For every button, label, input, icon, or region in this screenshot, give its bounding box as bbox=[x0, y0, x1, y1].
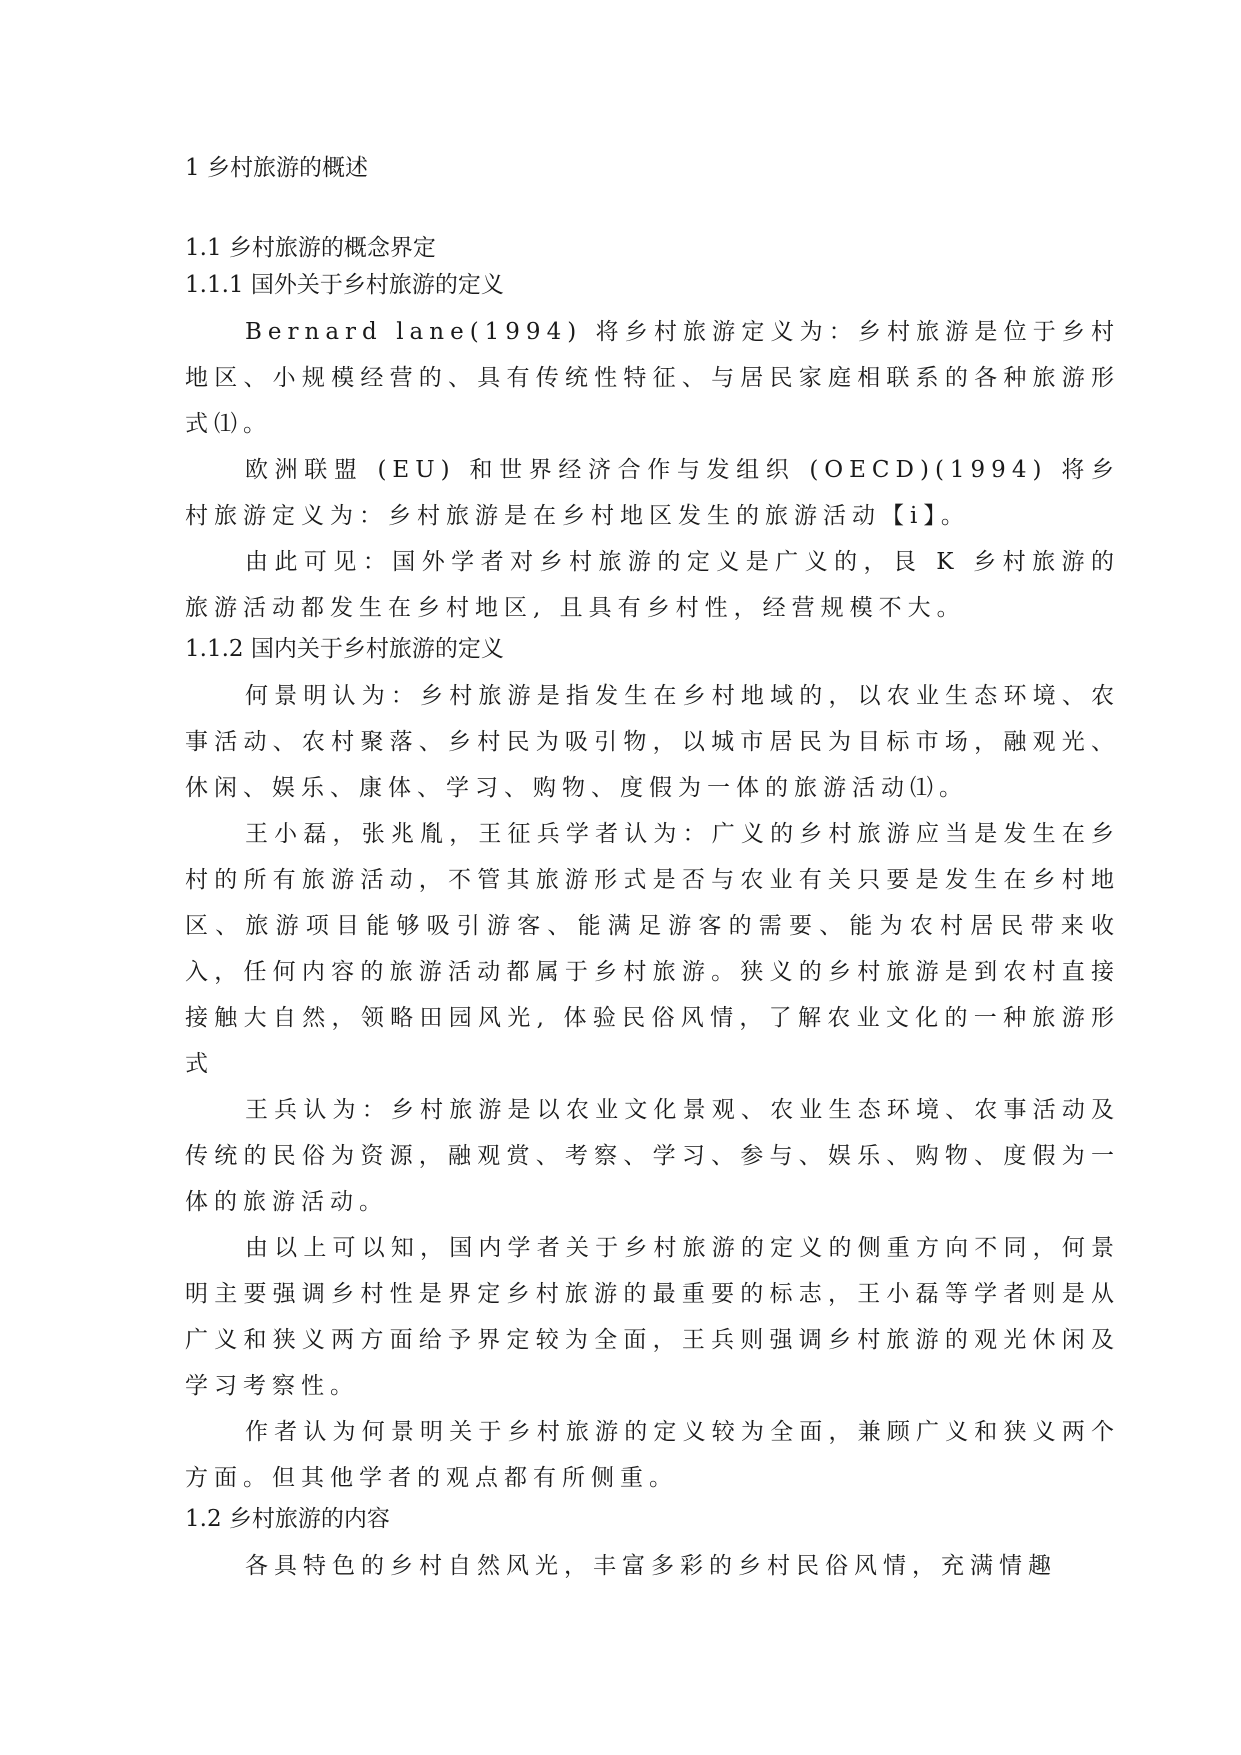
subsection-heading-1-1-1: 1.1.1 国外关于乡村旅游的定义 bbox=[185, 272, 504, 298]
paragraph-wang-bing: 王兵认为：乡村旅游是以农业文化景观、农业生态环境、农事活动及传统的民俗为资源，融观赏、考察、学习、参与、娱乐、购物、度假为一体的旅游活动。 bbox=[185, 1097, 1120, 1215]
paragraph-lane-definition: Bernard lane(1994) 将乡村旅游定义为：乡村旅游是位于乡村地区、小规模经营的、具有传统性特征、与居民家庭相联系的各种旅游形式⑴。 bbox=[185, 319, 1120, 437]
paragraph-foreign-summary: 由此可见：国外学者对乡村旅游的定义是广义的，艮 K 乡村旅游的旅游活动都发生在乡村地区, 且具有乡村性，经营规模不大。 bbox=[185, 549, 1120, 621]
subsection-heading-1-1-2: 1.1.2 国内关于乡村旅游的定义 bbox=[185, 636, 504, 662]
paragraph-author-view: 作者认为何景明关于乡村旅游的定义较为全面，兼顾广义和狭义两个方面。但其他学者的观点都有所侧重。 bbox=[185, 1419, 1120, 1491]
document-page bbox=[185, 150, 1120, 1589]
paragraph-content-intro: 各具特色的乡村自然风光，丰富多彩的乡村民俗风情，充满情趣 bbox=[245, 1553, 1057, 1579]
section-heading-1-1: 1.1 乡村旅游的概念界定 bbox=[185, 235, 436, 261]
paragraph-he-jingming: 何景明认为：乡村旅游是指发生在乡村地域的，以农业生态环境、农事活动、农村聚落、乡村民为吸引物，以城市居民为目标市场，融观光、休闲、娱乐、康体、学习、购物、度假为一体的旅游活动⑴。 bbox=[185, 683, 1120, 801]
paragraph-eu-oecd-definition: 欧洲联盟 (EU) 和世界经济合作与发组织 (OECD)(1994) 将乡村旅游定义为：乡村旅游是在乡村地区发生的旅游活动【i】。 bbox=[185, 457, 1120, 529]
paragraph-domestic-summary: 由以上可以知，国内学者关于乡村旅游的定义的侧重方向不同，何景明主要强调乡村性是界定乡村旅游的最重要的标志，王小磊等学者则是从广义和狭义两方面给予界定较为全面，王兵则强调乡村旅游的观光休闲及学习考察性。 bbox=[185, 1235, 1120, 1399]
chapter-heading: 1 乡村旅游的概述 bbox=[185, 155, 368, 181]
section-heading-1-2: 1.2 乡村旅游的内容 bbox=[185, 1506, 390, 1532]
paragraph-wang-xiaolei: 王小磊，张兆胤，王征兵学者认为：广义的乡村旅游应当是发生在乡村的所有旅游活动，不管其旅游形式是否与农业有关只要是发生在乡村地区、旅游项目能够吸引游客、能满足游客的需要、能为农村居民带来收入，任何内容的旅游活动都属于乡村旅游。狭义的乡村旅游是到农村直接接触大自然，领略田园风光, 体验民俗风情，了解农业文化的一种旅游形式 bbox=[185, 821, 1120, 1077]
